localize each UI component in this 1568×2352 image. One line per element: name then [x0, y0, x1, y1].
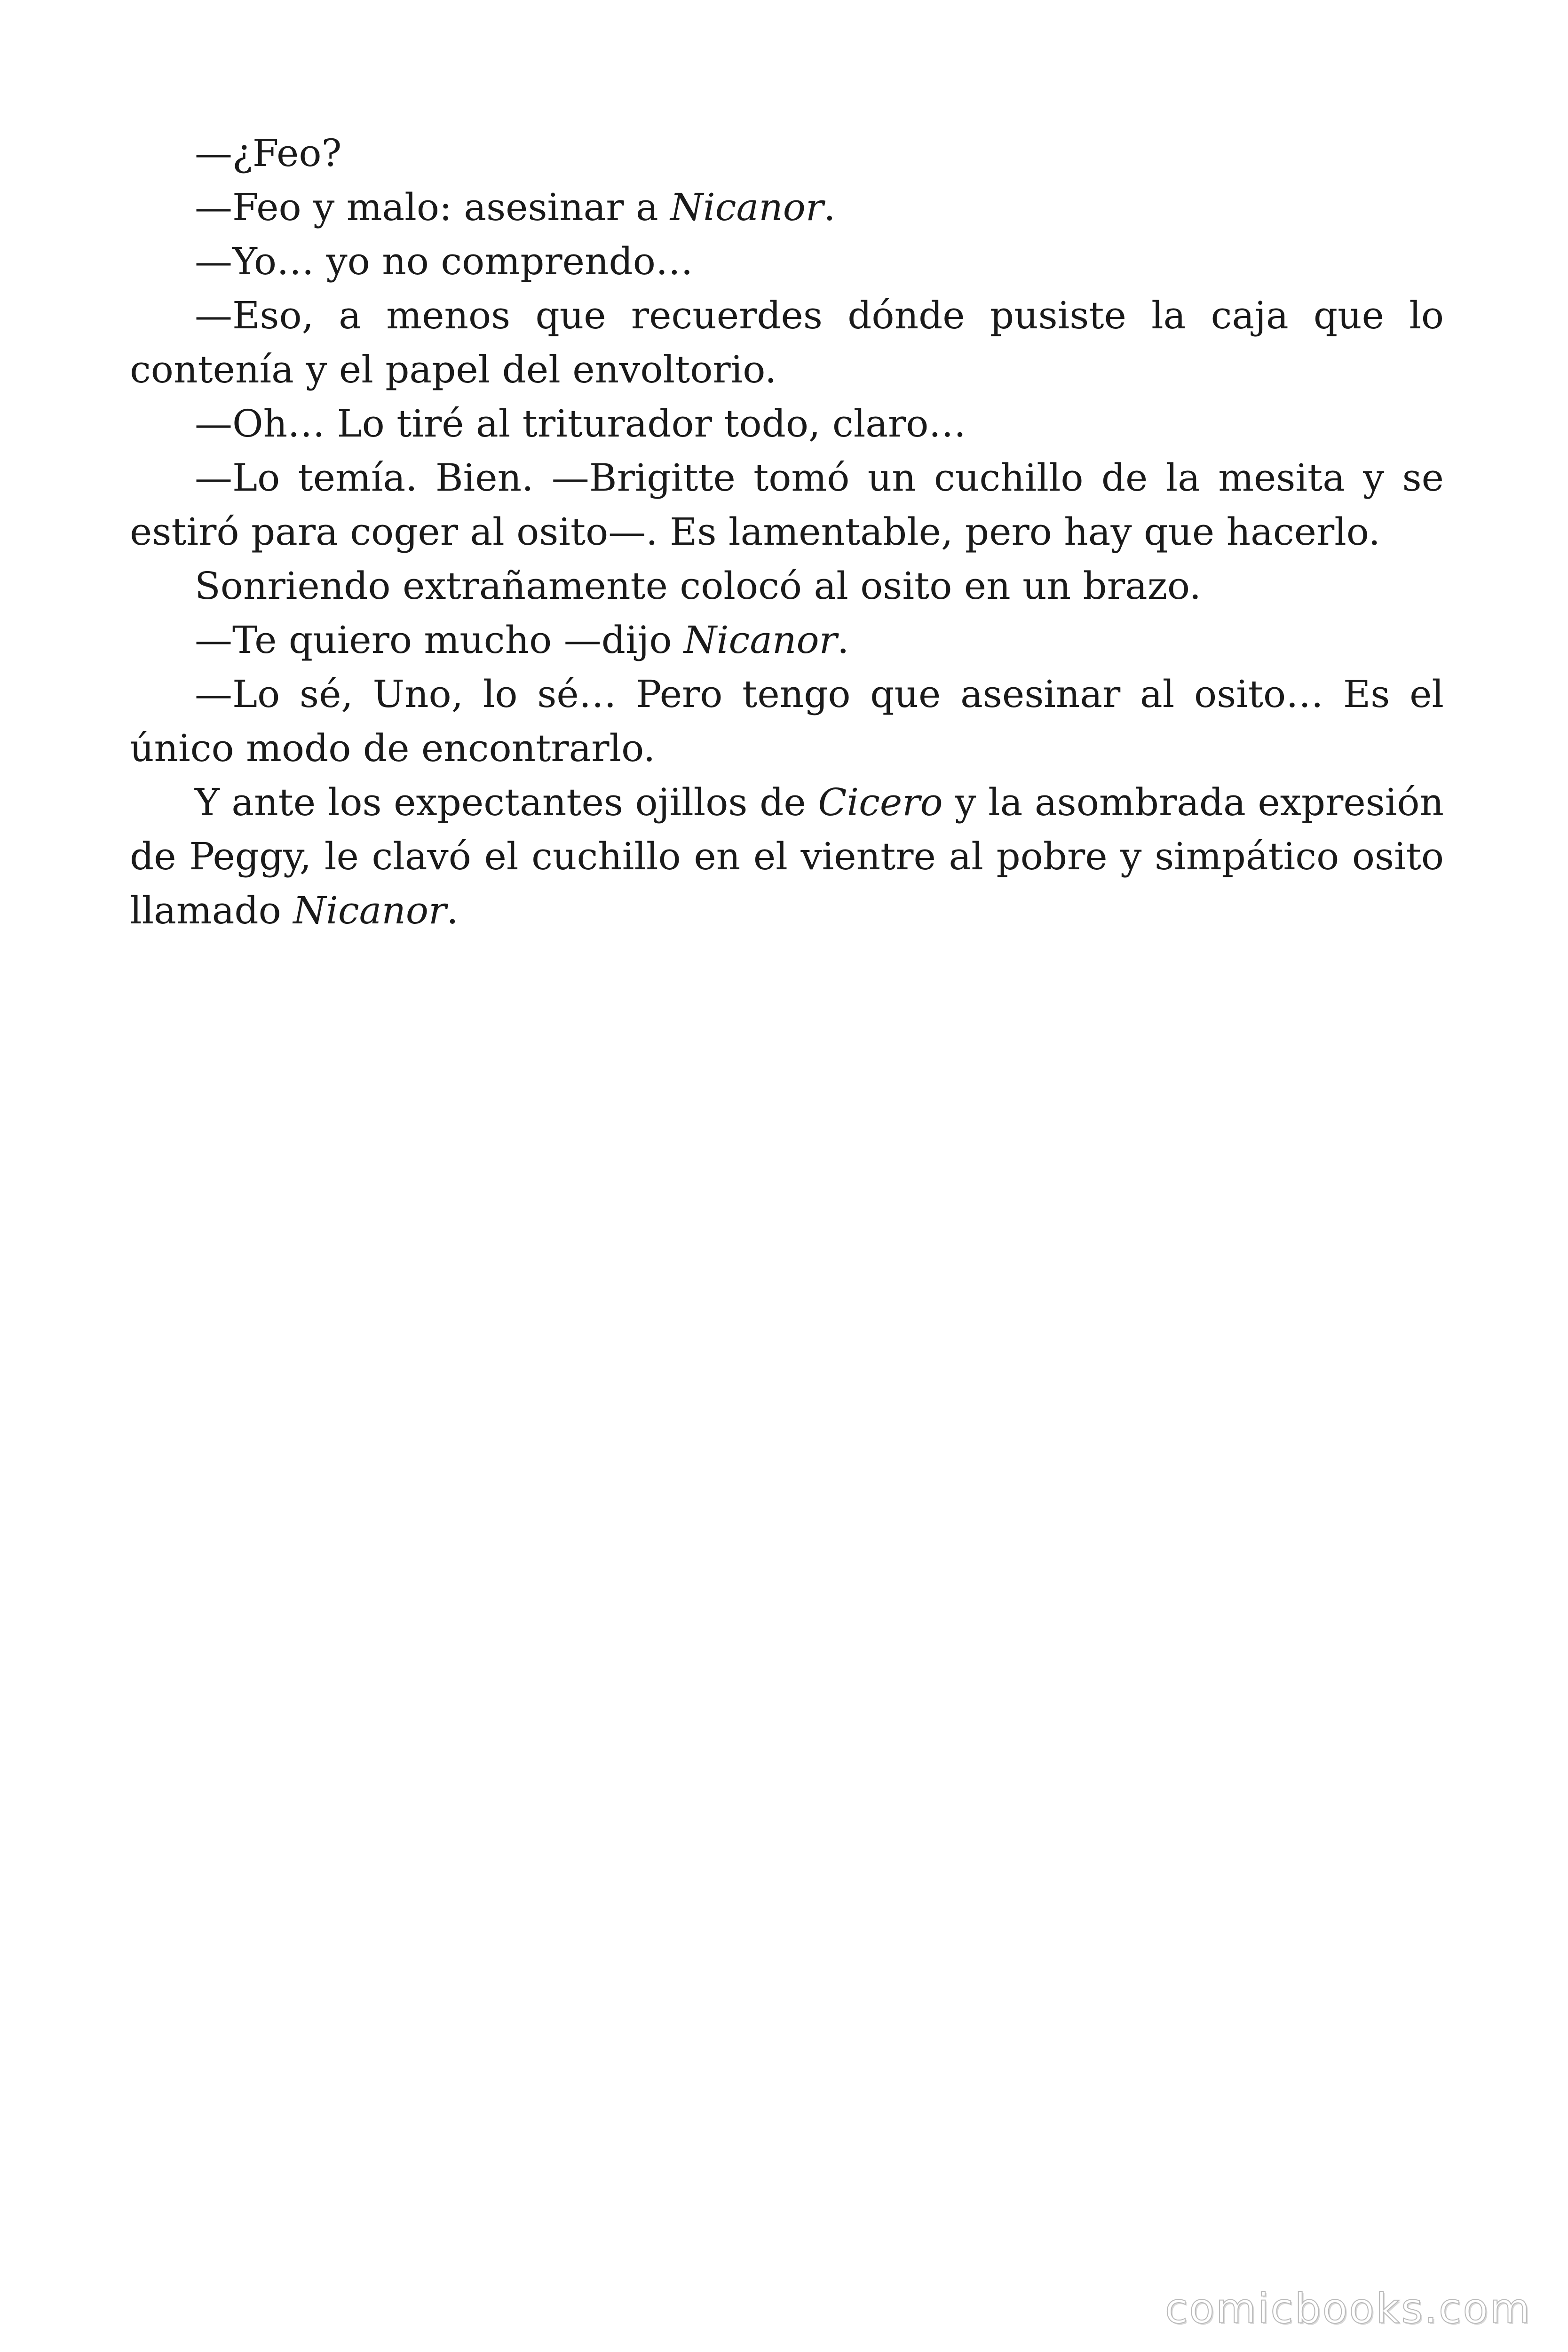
paragraph-1	[130, 126, 1444, 180]
italic-name: Nicanor	[670, 185, 824, 229]
text-span: .	[824, 185, 836, 229]
paragraph-7	[130, 559, 1444, 613]
paragraph-4	[130, 288, 1444, 397]
text-span: y la asombrada expresión de Peggy, le clavó el cuchillo en el vientre al pobre y simpático osito llamado	[130, 780, 1444, 932]
paragraph-6	[130, 451, 1444, 559]
paragraph-10	[130, 775, 1444, 938]
text-span: Sonriendo extrañamente colocó al osito en un brazo.	[195, 564, 1202, 608]
text-span: .	[446, 889, 459, 932]
paragraph-2	[130, 180, 1444, 234]
text-span: —Te quiero mucho —dijo	[195, 618, 684, 662]
text-span: —Feo y malo: asesinar a	[195, 185, 671, 229]
italic-name: Nicanor	[293, 889, 447, 932]
watermark: comicbooks.com	[1164, 2284, 1531, 2333]
text-span: —Oh… Lo tiré al triturador todo, claro…	[195, 402, 966, 445]
italic-name: Nicanor	[683, 618, 837, 662]
paragraph-9	[130, 667, 1444, 775]
text-span: —¿Feo?	[195, 131, 342, 175]
paragraph-5	[130, 397, 1444, 451]
paragraph-8	[130, 613, 1444, 667]
italic-name: Cicero	[818, 780, 943, 824]
text-span: —Eso, a menos que recuerdes dónde pusiste la caja que lo contenía y el papel del envoltorio.	[130, 294, 1444, 391]
text-span: —Yo… yo no comprendo…	[195, 239, 693, 283]
paragraph-3	[130, 234, 1444, 288]
body-text	[130, 126, 1444, 938]
text-span: —Lo sé, Uno, lo sé… Pero tengo que asesinar al osito… Es el único modo de encontrarlo.	[130, 672, 1444, 770]
text-span: .	[837, 618, 849, 662]
text-span: Y ante los expectantes ojillos de	[195, 780, 818, 824]
text-span: —Lo temía. Bien. —Brigitte tomó un cuchillo de la mesita y se estiró para coger al osito—. Es lamentable, pero hay que hacerlo.	[130, 456, 1444, 554]
